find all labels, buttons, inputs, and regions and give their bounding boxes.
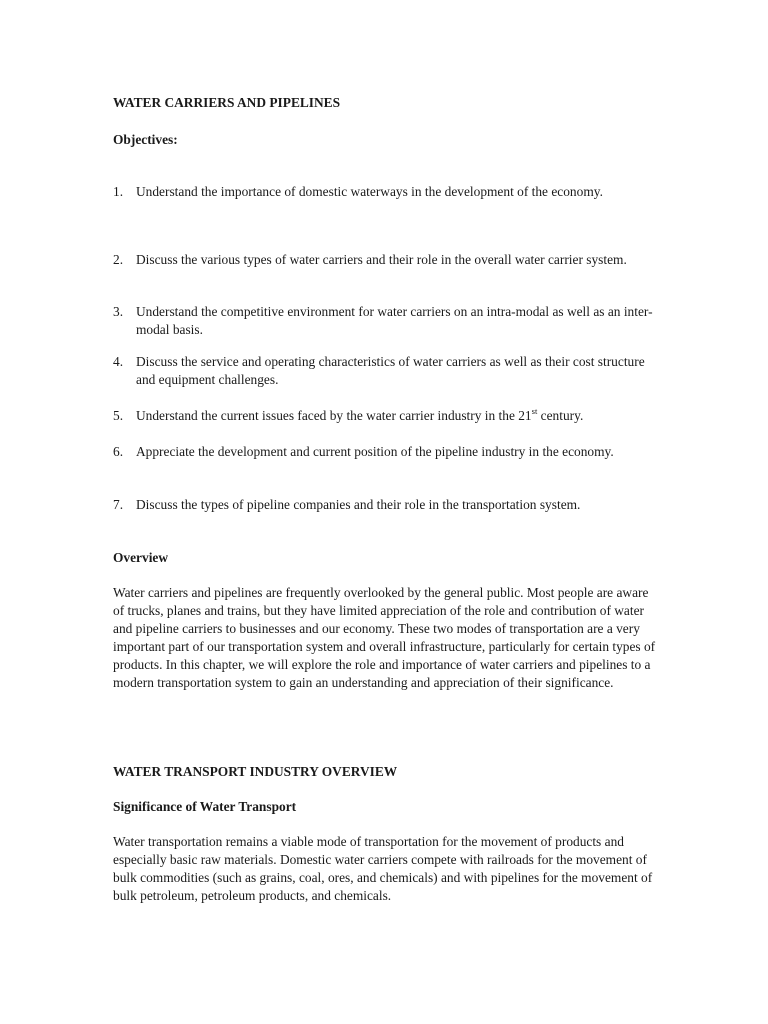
objective-text-part: century. xyxy=(537,408,584,423)
objective-text: Understand the importance of domestic waterways in the development of the economy. xyxy=(136,184,603,199)
objective-item xyxy=(113,496,658,514)
objective-item xyxy=(113,407,658,425)
subsection-heading: Significance of Water Transport xyxy=(113,799,297,814)
objective-item xyxy=(113,251,658,269)
objective-number: 4. xyxy=(113,354,124,369)
objective-text: Discuss the various types of water carriers and their role in the overall water carrier system. xyxy=(136,252,627,267)
objectives-heading: Objectives: xyxy=(113,132,178,147)
objective-text: Discuss the service and operating characteristics of water carriers as well as their cost structure and equipment challenges. xyxy=(136,354,645,387)
objective-item xyxy=(113,443,658,461)
significance-paragraph: Water transportation remains a viable mode of transportation for the movement of products and especially basic raw materials. Domestic water carriers compete with railroads for the movement of bulk commodities (such as grains, coal, ores, and chemicals) and with pipelines for the movement of bulk petroleum, petroleum products, and chemicals. xyxy=(113,834,653,903)
objective-number: 6. xyxy=(113,444,124,459)
superscript-ordinal: st xyxy=(531,405,538,416)
section-heading: WATER TRANSPORT INDUSTRY OVERVIEW xyxy=(113,764,398,779)
objective-number: 1. xyxy=(113,184,124,199)
objective-item xyxy=(113,353,658,389)
objective-text: Appreciate the development and current position of the pipeline industry in the economy. xyxy=(136,444,614,459)
objective-number: 5. xyxy=(113,408,124,423)
objective-text: Discuss the types of pipeline companies and their role in the transportation system. xyxy=(136,497,581,512)
document-title: WATER CARRIERS AND PIPELINES xyxy=(113,95,341,110)
objective-item xyxy=(113,303,658,339)
objective-text: Understand the competitive environment for water carriers on an intra-modal as well as an inter-modal basis. xyxy=(136,304,653,337)
objective-number: 3. xyxy=(113,304,124,319)
objective-number: 2. xyxy=(113,252,124,267)
objective-text-part: Understand the current issues faced by the water carrier industry in the 21 xyxy=(136,408,532,423)
objective-text xyxy=(136,407,658,425)
objective-number: 7. xyxy=(113,497,124,512)
objective-item xyxy=(113,183,658,201)
overview-heading: Overview xyxy=(113,550,169,565)
overview-paragraph: Water carriers and pipelines are frequently overlooked by the general public. Most people are aware of trucks, planes and trains, but they have limited appreciation of the role and contribution of water and pipeline carriers to businesses and our economy. These two modes of transportation are a very important part of our transportation system and overall infrastructure, particularly for certain types of products. In this chapter, we will explore the role and importance of water carriers and pipelines to a modern transportation system to gain an understanding and appreciation of their significance. xyxy=(113,585,656,690)
